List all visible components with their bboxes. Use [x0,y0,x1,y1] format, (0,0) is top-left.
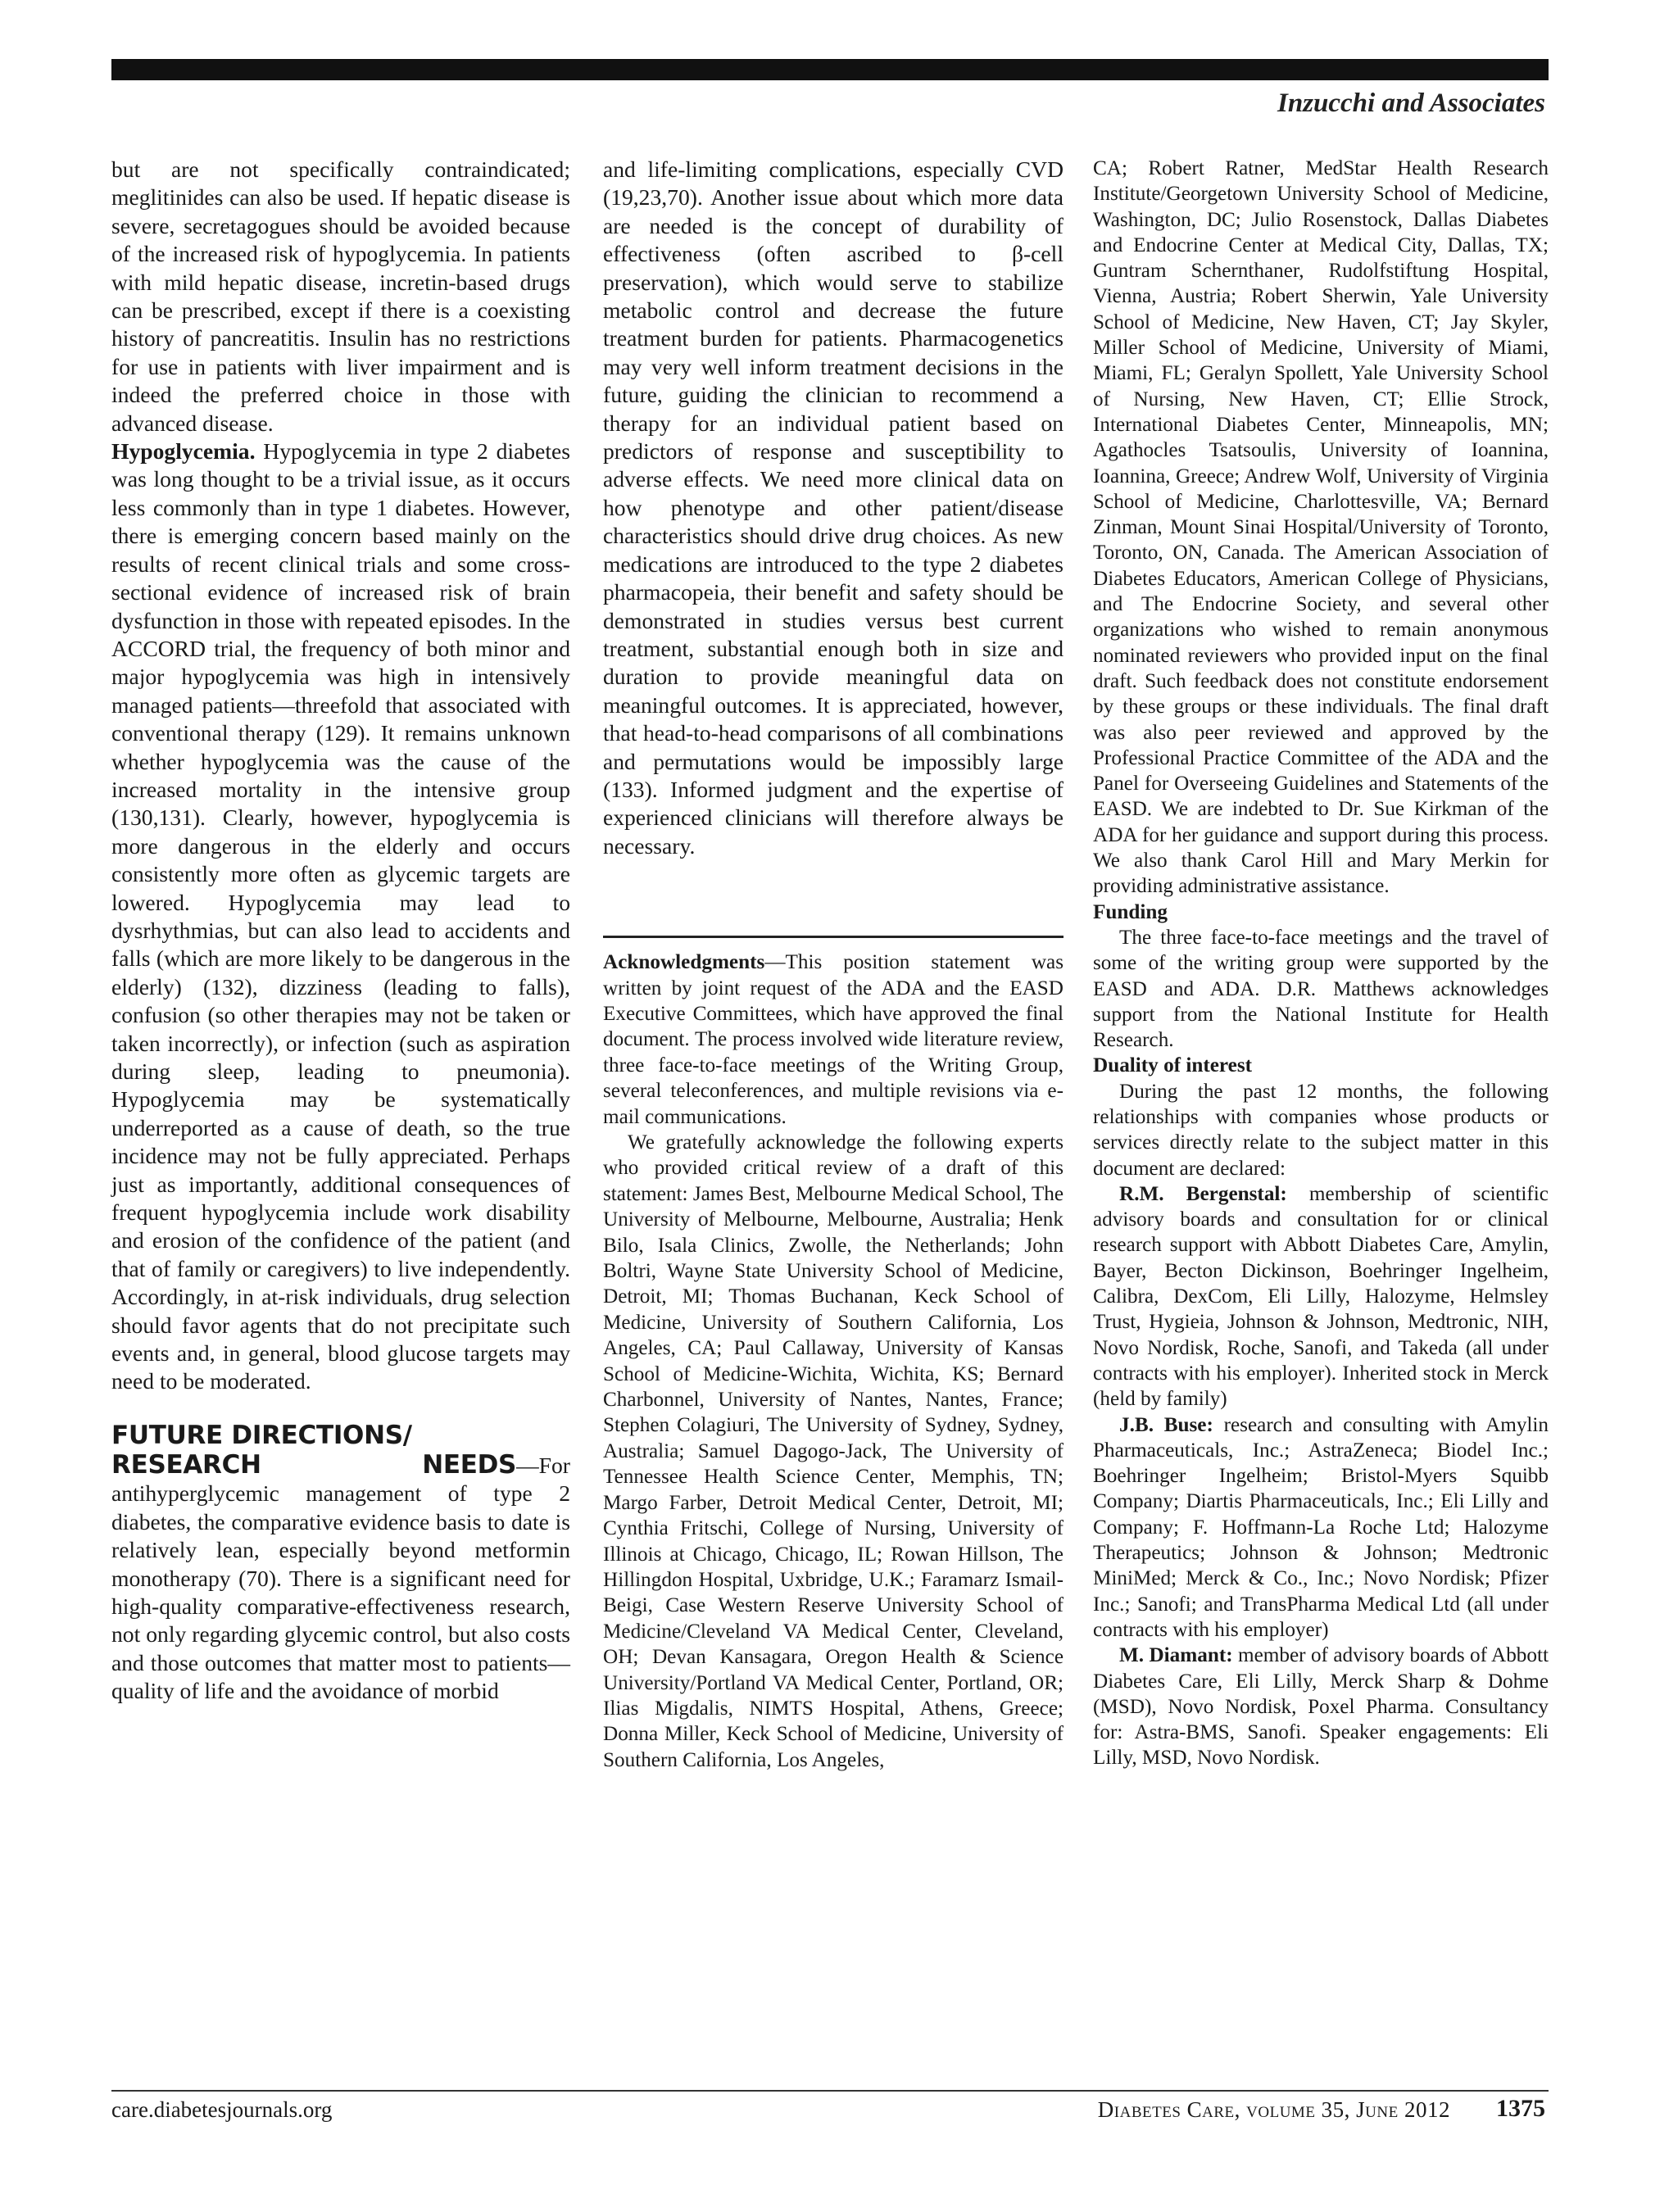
acknowledgments-paragraph [603,950,1063,1130]
acknowledgments-text: —This position statement was written by joint request of the ADA and the EASD Executive Committees, which have approved the final document. The process involved wide literature review, three face-to-face meetings of the Writing Group, several teleconferences, and multiple revisions via e-mail communications. [603,951,1063,1128]
disclosure-name-diamant: M. Diamant: [1119,1644,1233,1667]
disclosure-text-buse: research and consulting with Amylin Pharmaceuticals, Inc.; AstraZeneca; Biodel Inc.; Boehringer Ingelheim; Bristol-Myers Squibb Company; Diartis Pharmaceuticals, Inc.; Eli Lilly and Company; F. Hoffmann-La Roche Ltd; Halozyme Therapeutics; Johnson & Johnson; Medtronic MiniMed; Merck & Co., Inc.; Novo Nordisk; Pfizer Inc.; Sanofi; and TransPharma Medical Ltd (all under contracts with his employer) [1093,1413,1549,1641]
hypoglycemia-text: Hypoglycemia in type 2 diabetes was long thought to be a trivial issue, as it occurs less commonly than in type 1 diabetes. However, there is emerging concern based mainly on the results of recent clinical trials and some cross-sectional evidence of increased risk of brain dysfunction in those with repeated episodes. In the ACCORD trial, the frequency of both minor and major hypoglycemia was high in intensively managed patients—threefold that associated with conventional therapy (129). It remains unknown whether hypoglycemia was the cause of the increased mortality in the intensive group (130,131). Clearly, however, hypoglycemia is more dangerous in the elderly and occurs consistently more often as glycemic targets are lowered. Hypoglycemia may lead to dysrhythmias, but can also lead to accidents and falls (which are more likely to be dangerous in the elderly) (132), dizziness (leading to falls), confusion (so other therapies may not be taken or taken incorrectly), or infection (such as aspiration during sleep, leading to pneumonia). Hypoglycemia may be systematically underreported as a cause of death, so the true incidence may not be fully appreciated. Perhaps just as importantly, additional consequences of frequent hypoglycemia include work disability and erosion of the confidence of the patient (and that of family or caregivers) to live independently. Accordingly, in at-risk individuals, drug selection should favor agents that do not precipitate such events and, in general, blood glucose targets may need to be moderated. [111,438,570,1394]
paragraph-future-directions [111,1450,570,1706]
footer-journal-citation: Diabetes Care, volume 35, June 2012 [1097,2097,1450,2122]
duality-heading: Duality of interest [1093,1054,1253,1077]
section-title-line-2: RESEARCH NEEDS [111,1449,517,1480]
acknowledgments-heading: Acknowledgments [603,951,765,974]
future-directions-text: —For antihyperglycemic management of type 2 diabetes, the comparative evidence basis to date is relatively lean, especially beyond metformin monotherapy (70). There is a significant need for high-quality comparative-effectiveness research, not only regarding glycemic control, but also costs and those outcomes that matter most to patients—quality of life and the avoidance of morbid [111,1452,570,1704]
disclosure-name-buse: J.B. Buse: [1119,1413,1213,1436]
running-head: Inzucchi and Associates [1277,88,1545,118]
footer-journal-url: care.diabetesjournals.org [111,2097,333,2122]
funding-heading: Funding [1093,900,1168,923]
paragraph-future-continued: and life-limiting complications, especially CVD (19,23,70). Another issue about which more data are needed is the concept of durability of effectiveness (often ascribed to β-cell preservation), which would serve to stabilize metabolic control and decrease the future treatment burden for patients. Pharmacogenetics may very well inform treatment decisions in the future, guiding the clinician to recommend a therapy for an individual patient based on predictors of response and susceptibility to adverse effects. We need more clinical data on how phenotype and other patient/disease characteristics should drive drug choices. As new medications are introduced to the type 2 diabetes pharmacopeia, their benefit and safety should be demonstrated in studies versus best current treatment, substantial enough both in size and duration to provide meaningful data on meaningful outcomes. It is appreciated, however, that head-to-head comparisons of all combinations and permutations would be impossibly large (133). Informed judgment and the expertise of experienced clinicians will therefore always be necessary. [603,156,1063,859]
funding-paragraph: The three face-to-face meetings and the travel of some of the writing group were supported by the EASD and ADA. D.R. Matthews acknowledges support from the National Institute for Health Research. [1093,926,1549,1052]
disclosure-bergenstal [1093,1181,1549,1412]
disclosure-text-diamant: member of advisory boards of Abbott Diabetes Care, Eli Lilly, Merck Sharp & Dohme (MSD), Novo Nordisk, Poxel Pharma. Consultancy for: Astra-BMS, Sanofi. Speaker engagements: Eli Lilly, MSD, Novo Nordisk. [1093,1644,1549,1770]
paragraph-liver-disease: but are not specifically contraindicated; meglitinides can also be used. If hepatic disease is severe, secretagogues should be avoided because of the increased risk of hypoglycemia. In patients with mild hepatic disease, incretin-based drugs can be prescribed, except if there is a coexisting history of pancreatitis. Insulin has no restrictions for use in patients with liver impairment and is indeed the preferred choice in those with advanced disease. [111,156,570,436]
section-title-future-directions [111,1421,570,1450]
disclosure-diamant [1093,1643,1549,1770]
hypoglycemia-heading: Hypoglycemia. [111,438,256,465]
acknowledgments-block [603,936,1063,1773]
acknowledgments-continued-block [1093,156,1549,1771]
top-rule-bar [111,59,1549,80]
reviewers-continued-paragraph: CA; Robert Ratner, MedStar Health Research Institute/Georgetown University School of Medicine, Washington, DC; Julio Rosenstock, Dallas Diabetes and Endocrine Center at Medical City, Dallas, TX; Guntram Schernthaner, Rudolfstiftung Hospital, Vienna, Austria; Robert Sherwin, Yale University School of Medicine, New Haven, CT; Jay Skyler, Miller School of Medicine, University of Miami, Miami, FL; Geralyn Spollett, Yale University School of Nursing, New Haven, CT; Ellie Strock, International Diabetes Center, Minneapolis, MN; Agathocles Tsatsoulis, University of Ioannina, Ioannina, Greece; Andrew Wolf, University of Virginia School of Medicine, Charlottesville, VA; Bernard Zinman, Mount Sinai Hospital/University of Toronto, Toronto, ON, Canada. The American Association of Diabetes Educators, American College of Physicians, and The Endocrine Society, and several other organizations who wished to remain anonymous nominated reviewers who provided input on the final draft. Such feedback does not constitute endorsement by these groups or these individuals. The final draft was also peer reviewed and approved by the Professional Practice Committee of the ADA and the Panel for Overseeing Guidelines and Statements of the EASD. We are indebted to Dr. Sue Kirkman of the ADA for her guidance and support during this process. We also thank Carol Hill and Mary Merkin for providing administrative assistance. [1093,157,1549,898]
footer-rule [111,2090,1549,2092]
reviewers-paragraph: We gratefully acknowledge the following experts who provided critical review of a draft of this statement: James Best, Melbourne Medical School, The University of Melbourne, Melbourne, Australia; Henk Bilo, Isala Clinics, Zwolle, the Netherlands; John Boltri, Wayne State University School of Medicine, Detroit, MI; Thomas Buchanan, Keck School of Medicine, University of Southern California, Los Angeles, CA; Paul Callaway, University of Kansas School of Medicine-Wichita, Wichita, KS; Bernard Charbonnel, University of Nantes, Nantes, France; Stephen Colagiuri, The University of Sydney, Sydney, Australia; Samuel Dagogo-Jack, The University of Tennessee Health Science Center, Memphis, TN; Margo Farber, Detroit Medical Center, Detroit, MI; Cynthia Fritschi, College of Nursing, University of Illinois at Chicago, Chicago, IL; Rowan Hillson, The Hillingdon Hospital, Uxbridge, U.K.; Faramarz Ismail-Beigi, Case Western Reserve University School of Medicine/Cleveland VA Medical Center, Cleveland, OH; Devan Kansagara, Oregon Health & Science University/Portland VA Medical Center, Portland, OR; Ilias Migdalis, NIMTS Hospital, Athens, Greece; Donna Miller, Keck School of Medicine, University of Southern California, Los Angeles, [603,1131,1063,1771]
section-title-line-1: FUTURE DIRECTIONS/ [111,1420,412,1450]
disclosure-name-bergenstal: R.M. Bergenstal: [1119,1182,1287,1205]
column-1 [111,156,570,1706]
paragraph-hypoglycemia [111,437,570,1396]
column-2 [603,156,1063,1773]
column-3 [1093,156,1549,1771]
disclosure-text-bergenstal: membership of scientific advisory boards and consultation for or clinical research support with Abbott Diabetes Care, Amylin, Bayer, Becton Dickinson, Boehringer Ingelheim, Calibra, DexCom, Eli Lilly, Halozyme, Helmsley Trust, Hygieia, Johnson & Johnson, Medtronic, NIH, Novo Nordisk, Roche, Sanofi, and Takeda (all under contracts with his employer). Inherited stock in Merck (held by family) [1093,1182,1549,1411]
footer-page-number: 1375 [1496,2095,1545,2122]
disclosure-buse [1093,1412,1549,1643]
duality-paragraph: During the past 12 months, the following relationships with companies whose products or services directly relate to the subject matter in this document are declared: [1093,1080,1549,1180]
